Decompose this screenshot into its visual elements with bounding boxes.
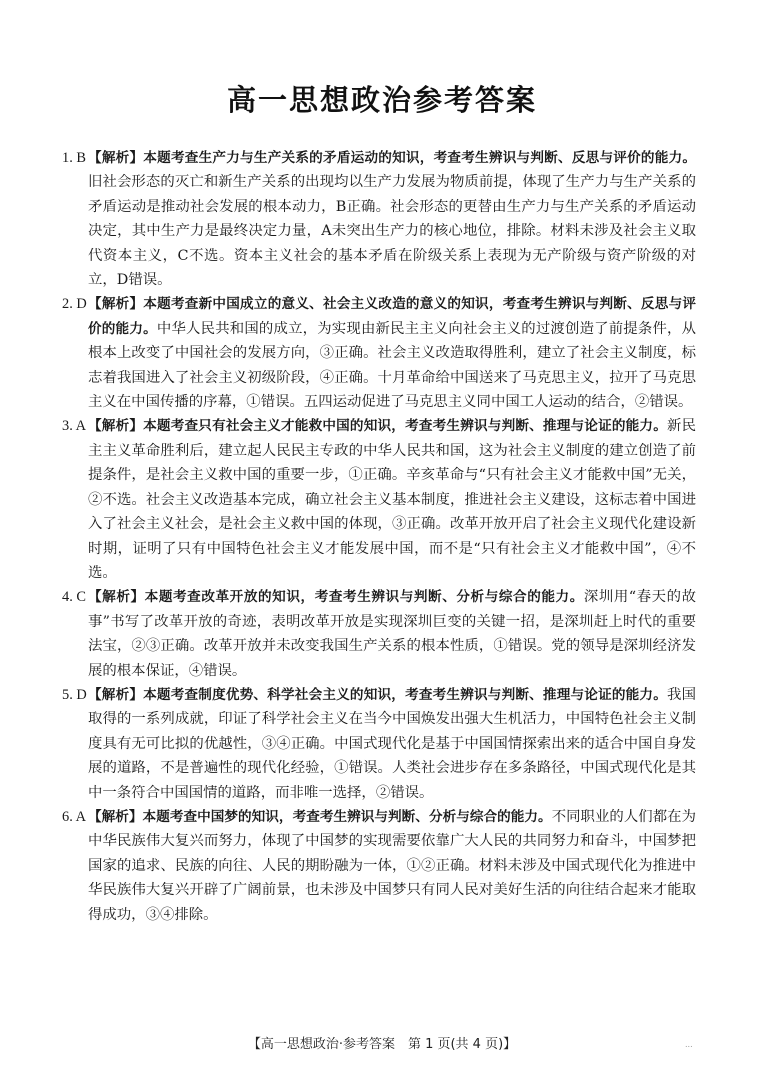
answer-number: 5. D xyxy=(62,686,87,703)
answer-list xyxy=(62,146,697,927)
answer-number: 1. B xyxy=(62,150,86,166)
answer-body: 旧社会形态的灭亡和新生产关系的出现均以生产力发展为物质前提，体现了生产力与生产关系的矛盾运动是推动社会发展的根本动力，B正确。社会形态的更替由生产力与生产关系的矛盾运动决定，其中生产力是最终决定力量，A未突出生产力的核心地位，排除。材料未涉及社会主义取代资本主义，C不选。资本主义社会的基本矛盾在阶级关系上表现为无产阶级与资产阶级的对立，D错误。 xyxy=(88,174,696,289)
answer-analysis: 【解析】本题考查制度优势、科学社会主义的知识，考查考生辨识与判断、推理与论证的能力。 xyxy=(88,686,668,703)
answer-number: 6. A xyxy=(62,808,86,825)
answer-body: 新民主主义革命胜利后，建立起人民民主专政的中华人民共和国，这为社会主义制度的建立创造了前提条件，是社会主义救中国的重要一步，①正确。辛亥革命与“只有社会主义才能救中国”无关，②不选。社会主义改造基本完成，确立社会主义基本制度，推进社会主义建设，这标志着中国进入了社会主义社会，是社会主义救中国的体现，③正确。改革开放开启了社会主义现代化建设新时期，证明了只有中国特色社会主义才能发展中国，而不是“只有社会主义才能救中国”，④不选。 xyxy=(88,418,696,581)
answer-analysis: 【解析】本题考查新中国成立的意义、社会主义改造的意义的知识，考查考生辨识与判断、反思与评价的能力。 xyxy=(88,296,696,337)
answer-analysis: 【解析】本题考查生产力与生产关系的矛盾运动的知识，考查考生辨识与判断、反思与评价的能力。 xyxy=(88,150,696,166)
corner-mark: ... xyxy=(685,1040,693,1049)
answer-item-1 xyxy=(62,146,696,292)
answer-body: 我国取得的一系列成就，印证了科学社会主义在当今中国焕发出强大生机活力，中国特色社会主义制度具有无可比拟的优越性，③④正确。中国式现代化是基于中国国情探索出来的适合中国自身发展的道路，不是普遍性的现代化经验，①错误。人类社会进步存在多条路径，中国式现代化是其中一条符合中国国情的道路，而非唯一选择，②错误。 xyxy=(88,686,696,801)
answer-analysis: 【解析】本题考查中国梦的知识，考查考生辨识与判断、分析与综合的能力。 xyxy=(88,808,552,825)
answer-item-4 xyxy=(62,585,697,683)
answer-number: 4. C xyxy=(62,589,86,606)
answer-item-3 xyxy=(62,414,696,585)
answer-item-6 xyxy=(62,805,696,927)
answer-item-5 xyxy=(62,683,696,805)
page-title: 高一思想政治参考答案 xyxy=(226,83,537,117)
answer-number: 3. A xyxy=(62,418,86,435)
answer-item-2 xyxy=(62,292,696,414)
answer-analysis: 【解析】本题考查只有社会主义才能救中国的知识，考查考生辨识与判断、推理与论证的能力。 xyxy=(88,418,668,435)
answer-body: 不同职业的人们都在为中华民族伟大复兴而努力，体现了中国梦的实现需要依靠广大人民的共同努力和奋斗，中国梦把国家的追求、民族的向往、人民的期盼融为一体，①②正确。材料未涉及中国式现代化为推进中华民族伟大复兴开辟了广阔前景，也未涉及中国梦只有同人民对美好生活的向往结合起来才能取得成功，③④排除。 xyxy=(88,808,696,923)
page-footer: 【高一思想政治·参考答案 第 1 页(共 4 页)】 xyxy=(247,1037,517,1052)
answer-body: 中华人民共和国的成立，为实现由新民主主义向社会主义的过渡创造了前提条件，从根本上改变了中国社会的发展方向，③正确。社会主义改造取得胜利，建立了社会主义制度，标志着我国进入了社会主义初级阶段，④正确。十月革命给中国送来了马克思主义，拉开了马克思主义在中国传播的序幕，①错误。五四运动促进了马克思主义同中国工人运动的结合，②错误。 xyxy=(88,320,696,411)
answer-body: 深圳用“春天的故事”书写了改革开放的奇迹，表明改革开放是实现深圳巨变的关键一招，是深圳赶上时代的重要法宝，②③正确。改革开放并未改变我国生产关系的根本性质，①错误。党的领导是深圳经济发展的根本保证，④错误。 xyxy=(88,589,697,679)
answer-analysis: 【解析】本题考查改革开放的知识，考查考生辨识与判断、分析与综合的能力。 xyxy=(88,589,584,606)
answer-number: 2. D xyxy=(62,296,87,313)
